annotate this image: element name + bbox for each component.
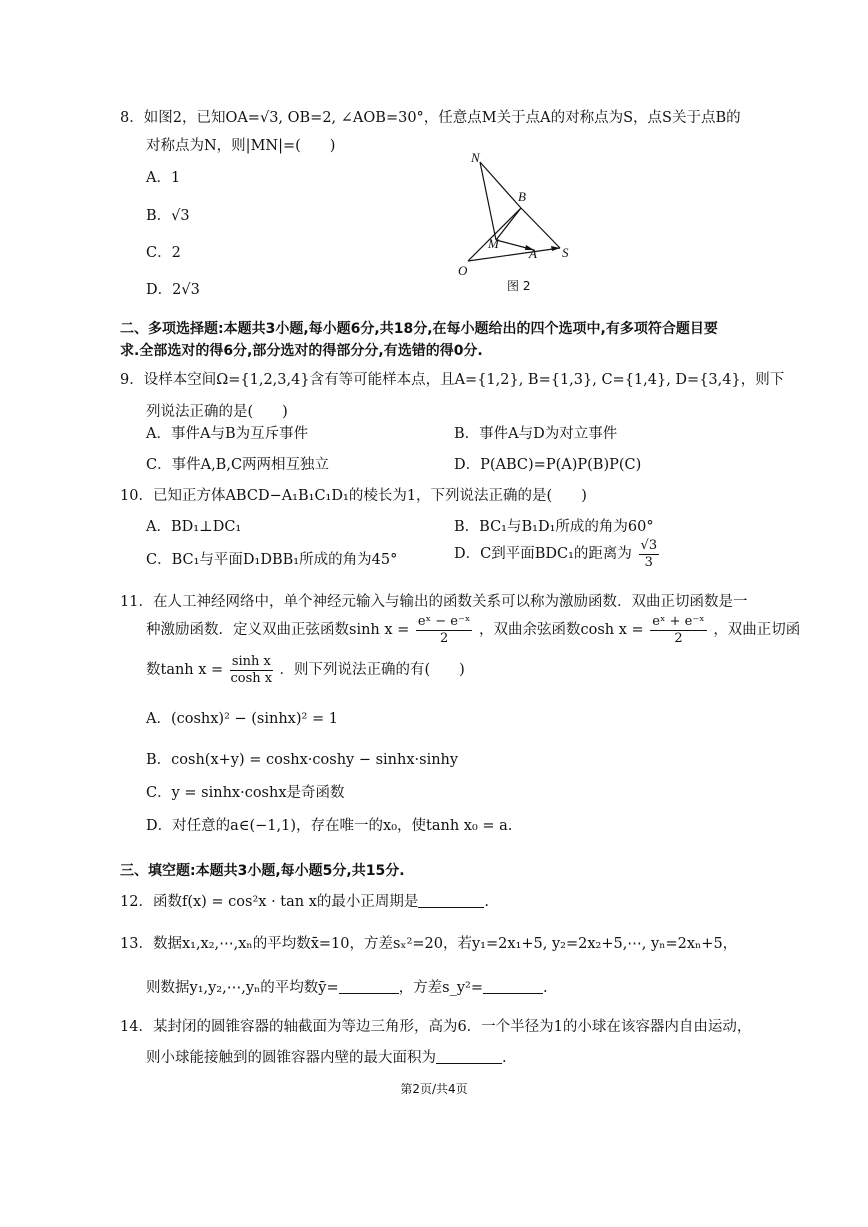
sinh-numerator: eˣ − e⁻ˣ	[417, 614, 471, 629]
q11-line3	[146, 654, 465, 686]
section-2-line1: 二、多项选择题:本题共3小题,每小题6分,共18分,在每小题给出的四个选项中,有多项符合题目要	[120, 321, 718, 337]
q9-stem-line1: 9．设样本空间Ω={1,2,3,4}含有等可能样本点，且A={1,2}, B={1,3}, C={1,4}, D={3,4}，则下	[120, 372, 785, 388]
q11-line2-c: ，双曲正切函	[713, 622, 801, 639]
q10-option-c: C．BC₁与平面D₁DBB₁所成的角为45°	[146, 552, 398, 568]
segment-nb	[480, 162, 521, 208]
q13-line1: 13．数据x₁,x₂,⋯,xₙ的平均数x̄=10，方差sₓ²=20，若y₁=2x₁+5, y₂=2x₂+5,⋯, yₙ=2xₙ+5，	[120, 936, 738, 952]
q11-option-a: A．(coshx)² − (sinhx)² = 1	[146, 711, 338, 727]
segment-bs	[521, 208, 560, 248]
segment-mb	[496, 208, 521, 240]
q11-line2-b: ，双曲余弦函数cosh x =	[478, 622, 644, 639]
q11-option-b: B．cosh(x+y) = coshx·coshy − sinhx·sinhy	[146, 752, 459, 768]
q13-mean-blank[interactable]	[339, 979, 399, 994]
section-3-heading: 三、填空题:本题共3小题,每小题5分,共15分.	[120, 863, 405, 879]
q14-answer-blank[interactable]	[436, 1049, 502, 1064]
q13-line2-a: 则数据y₁,y₂,⋯,yₙ的平均数ȳ=	[146, 980, 339, 996]
label-o: O	[458, 263, 468, 278]
label-m: M	[488, 236, 499, 251]
q12-period: .	[484, 894, 489, 910]
q13-line2	[146, 976, 548, 997]
tanh-fraction	[230, 654, 273, 686]
q12-answer-blank[interactable]	[418, 893, 484, 908]
q9-option-c: C．事件A,B,C两两相互独立	[146, 457, 330, 473]
sinh-denominator: 2	[440, 630, 449, 646]
q9-stem-line2: 列说法正确的是( )	[146, 404, 288, 420]
q11-line3-b: ．则下列说法正确的有( )	[279, 662, 465, 679]
tanh-numerator: sinh x	[231, 654, 271, 669]
q10-option-b: B．BC₁与B₁D₁所成的角为60°	[454, 519, 654, 535]
label-n: N	[471, 150, 480, 165]
q8-stem-line1: 8．如图2，已知OA=√3, OB=2, ∠AOB=30°，任意点M关于点A的对称点为S，点S关于点B的	[120, 110, 741, 126]
q11-line2	[146, 614, 800, 646]
q11-option-d: D．对任意的a∈(−1,1)，存在唯一的x₀，使tanh x₀ = a.	[146, 818, 513, 834]
q8-option-c: C．2	[146, 245, 181, 261]
q12-stem	[120, 890, 489, 911]
cosh-numerator: eˣ + e⁻ˣ	[652, 614, 705, 629]
section-2-line2: 求.全部选对的得6分,部分选对的得部分分,有选错的得0分.	[120, 343, 483, 359]
cosh-denominator: 2	[674, 630, 683, 646]
q11-option-c: C．y = sinhx·coshx是奇函数	[146, 785, 345, 801]
q11-line1: 11．在人工神经网络中，单个神经元输入与输出的函数关系可以称为激励函数．双曲正切函数是一	[120, 594, 748, 610]
q8-option-a: A．1	[146, 170, 181, 186]
q12-text: 12．函数f(x) = cos²x · tan x的最小正周期是	[120, 894, 419, 910]
q8-stem-line2: 对称点为N，则|MN|=( )	[146, 138, 336, 154]
q9-option-a: A．事件A与B为互斥事件	[146, 426, 309, 442]
page-number: 第2页/共4页	[400, 1082, 468, 1096]
q13-line2-b: ，方差s_y²=	[398, 980, 484, 996]
q14-line1: 14．某封闭的圆锥容器的轴截面为等边三角形，高为6．一个半径为1的小球在该容器内自由运动，	[120, 1019, 752, 1035]
q14-text: 则小球能接触到的圆锥容器内壁的最大面积为	[146, 1050, 436, 1066]
q11-line2-a: 种激励函数．定义双曲正弦函数sinh x =	[146, 622, 410, 639]
q11-line3-a: 数tanh x =	[146, 662, 224, 679]
fraction-denominator: 3	[644, 554, 653, 570]
fraction-numerator: √3	[640, 538, 658, 553]
label-a: A	[529, 246, 537, 261]
segment-nm	[480, 162, 496, 240]
figure-caption: 图 2	[507, 279, 531, 293]
q13-variance-blank[interactable]	[483, 979, 543, 994]
q10-option-d-text: D．C到平面BDC₁的距离为	[454, 546, 632, 563]
q8-option-d: D．2√3	[146, 282, 200, 298]
q10-option-d	[454, 538, 661, 570]
q9-option-b: B．事件A与D为对立事件	[454, 426, 618, 442]
q10-option-a: A．BD₁⊥DC₁	[146, 519, 242, 535]
tanh-denominator: cosh x	[230, 670, 273, 686]
figure-2	[440, 148, 590, 296]
q10-option-d-fraction	[639, 538, 660, 570]
q14-period: .	[502, 1050, 507, 1066]
cosh-fraction	[650, 614, 706, 646]
q9-option-d: D．P(ABC)=P(A)P(B)P(C)	[454, 457, 642, 473]
q8-option-b: B．√3	[146, 208, 190, 224]
label-s: S	[562, 245, 569, 260]
q13-period: .	[543, 980, 548, 996]
segment-os	[468, 248, 560, 261]
label-b: B	[518, 189, 526, 204]
q10-stem: 10．已知正方体ABCD−A₁B₁C₁D₁的棱长为1，下列说法正确的是( )	[120, 488, 587, 504]
q14-line2	[146, 1046, 507, 1067]
sinh-fraction	[416, 614, 472, 646]
